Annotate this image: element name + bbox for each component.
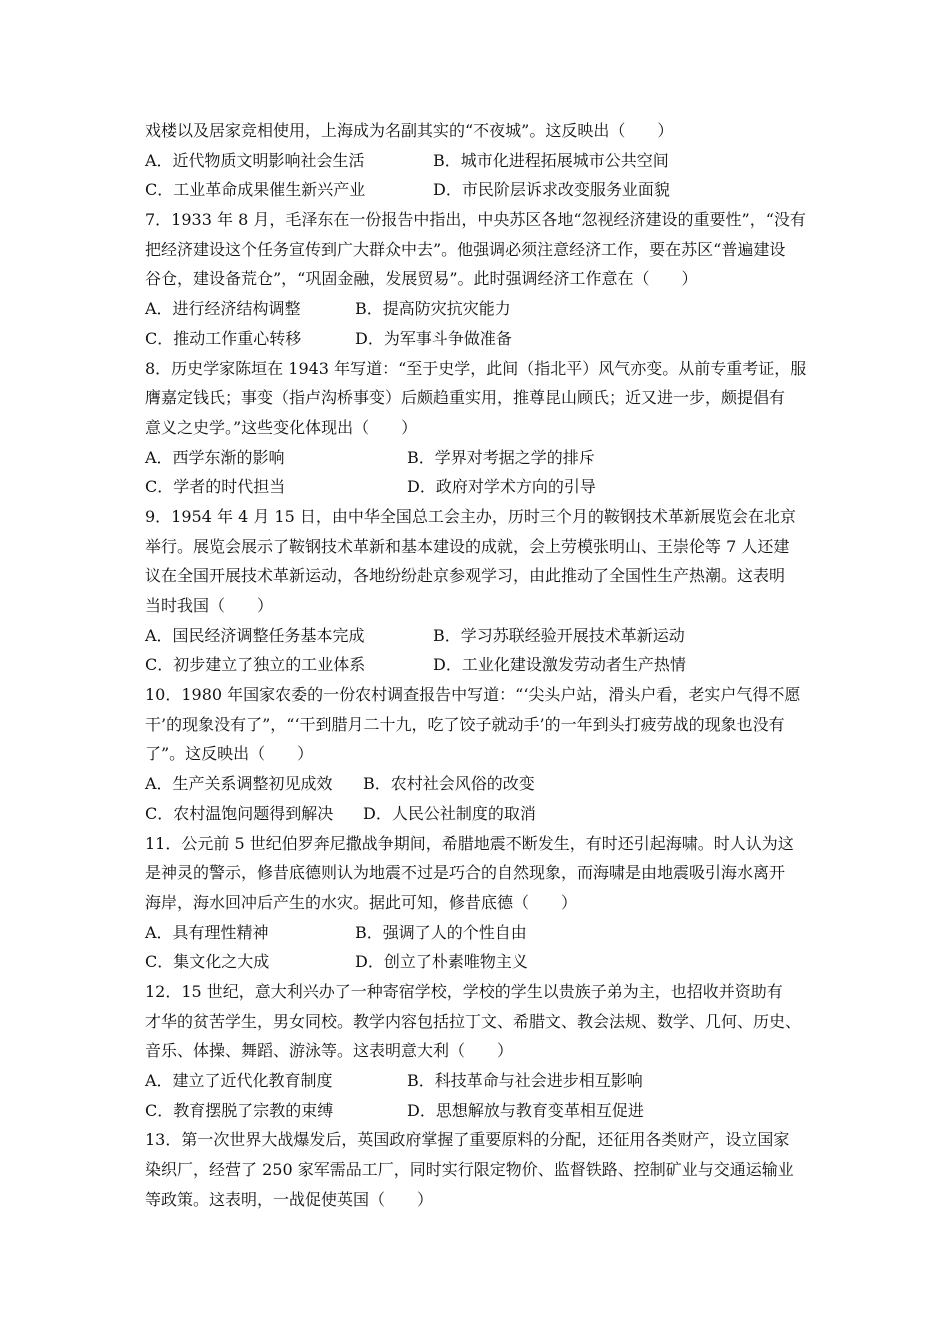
q8-options-row2: [145, 472, 809, 502]
q11-stem-line1: 11．公元前 5 世纪伯罗奔尼撒战争期间，希腊地震不断发生，有时还引起海啸。时人认为这: [145, 833, 794, 853]
q7-option-a[interactable]: A．进行经济结构调整: [145, 299, 301, 319]
q8-option-c[interactable]: C．学者的时代担当: [145, 477, 286, 497]
q13-stem-line1: 13．第一次世界大战爆发后，英国政府掌握了重要原料的分配，还征用各类财产，设立国家: [145, 1130, 790, 1150]
q11-option-b[interactable]: B．强调了人的个性自由: [355, 922, 527, 942]
q7-stem-line3: 谷仓，建设备荒仓”，“巩固金融，发展贸易”。此时强调经济工作意在（ ）: [145, 269, 698, 289]
q11-option-c[interactable]: C．集文化之大成: [145, 952, 270, 972]
q7-stem-line1: 7．1933 年 8 月，毛泽东在一份报告中指出，中央苏区各地“忽视经济建设的重要性”，“没有: [145, 210, 806, 230]
q12-stem-line1: 12．15 世纪，意大利兴办了一种寄宿学校，学校的学生以贵族子弟为主，也招收并资助有: [145, 981, 783, 1001]
q6-stem-tail: 戏楼以及居家竞相使用，上海成为名副其实的“不夜城”。这反映出（ ）: [145, 121, 674, 140]
q9-options-row2: [145, 650, 809, 680]
q6-option-d[interactable]: D．市民阶层诉求改变服务业面貌: [433, 180, 670, 200]
exam-page: [145, 116, 809, 1214]
q12-option-d[interactable]: D．思想解放与教育变革相互促进: [407, 1100, 644, 1120]
q7-stem-line2: 把经济建设这个任务宣传到广大群众中去”。他强调必须注意经济工作，要在苏区“普遍建设: [145, 239, 786, 259]
q13-stem-line3: 等政策。这表明，一战促使英国（ ）: [145, 1189, 434, 1209]
q7-option-d[interactable]: D．为军事斗争做准备: [355, 328, 512, 348]
q11-option-d[interactable]: D．创立了朴素唯物主义: [355, 952, 528, 972]
q10-stem-line1: 10．1980 年国家农委的一份农村调查报告中写道：“‘尖头户站，滑头户看，老实户气得不愿: [145, 685, 801, 705]
q9-option-b[interactable]: B．学习苏联经验开展技术革新运动: [433, 625, 685, 645]
q13-stem-line2: 染织厂，经营了 250 家军需品工厂，同时实行限定物价、监督铁路、控制矿业与交通运输业: [145, 1160, 794, 1180]
q11-options-row2: [145, 947, 809, 977]
q10-options-row2: [145, 799, 809, 829]
q9-option-c[interactable]: C．初步建立了独立的工业体系: [145, 655, 366, 675]
q8-stem-line1: 8．历史学家陈垣在 1943 年写道：“至于史学，此间（指北平）风气亦变。从前专重考证，服: [145, 358, 807, 378]
q9-stem-line1: 9．1954 年 4 月 15 日，由中华全国总工会主办，历时三个月的鞍钢技术革新展览会在北京: [145, 506, 796, 526]
q9-options-row1: [145, 621, 809, 651]
q10-option-d[interactable]: D．人民公社制度的取消: [363, 803, 536, 823]
q9-stem-line4: 当时我国（ ）: [145, 596, 274, 615]
q10-stem-line3: 了”。这反映出（ ）: [145, 744, 314, 764]
q7-option-c[interactable]: C．推动工作重心转移: [145, 328, 302, 348]
q6-options-row2: [145, 175, 809, 205]
q9-option-d[interactable]: D．工业化建设激发劳动者生产热情: [433, 655, 686, 675]
q8-options-row1: [145, 443, 809, 473]
q8-option-d[interactable]: D．政府对学术方向的引导: [407, 477, 596, 497]
q7-option-b[interactable]: B．提高防灾抗灾能力: [355, 299, 511, 319]
q11-stem-line2: 是神灵的警示，修昔底德则认为地震不过是巧合的自然现象，而海啸是由地震吸引海水离开: [145, 863, 786, 883]
q6-options-row1: [145, 146, 809, 176]
q8-option-b[interactable]: B．学界对考据之学的排斥: [407, 447, 595, 467]
q6-option-a[interactable]: A．近代物质文明影响社会生活: [145, 150, 365, 170]
q8-option-a[interactable]: A．西学东渐的影响: [145, 447, 285, 467]
q7-options-row2: [145, 324, 809, 354]
q9-stem-line2: 举行。展览会展示了鞍钢技术革新和基本建设的成就，会上劳模张明山、王崇伦等 7 人还建: [145, 536, 790, 556]
q8-stem-line3: 意义之史学。”这些变化体现出（ ）: [145, 417, 418, 437]
q9-option-a[interactable]: A．国民经济调整任务基本完成: [145, 625, 365, 645]
q6-option-b[interactable]: B．城市化进程拓展城市公共空间: [433, 150, 669, 170]
q12-option-c[interactable]: C．教育摆脱了宗教的束缚: [145, 1100, 334, 1120]
q10-options-row1: [145, 769, 809, 799]
q8-stem-line2: 膺嘉定钱氏；事变（指卢沟桥事变）后颇趋重实用，推尊昆山顾氏；近又进一步，颇提倡有: [145, 388, 786, 408]
q12-option-a[interactable]: A．建立了近代化教育制度: [145, 1071, 333, 1090]
q10-stem-line2: 干’的现象没有了”，“‘干到腊月二十九，吃了饺子就动手’的一年到头打疲劳战的现象也没有: [145, 714, 785, 734]
q10-option-b[interactable]: B．农村社会风俗的改变: [363, 774, 535, 794]
q12-stem-line2: 才华的贫苦学生，男女同校。教学内容包括拉丁文、希腊文、教会法规、数学、几何、历史、: [145, 1011, 802, 1031]
q6-option-c[interactable]: C．工业革命成果催生新兴产业: [145, 180, 366, 200]
q12-options-row1: [145, 1066, 809, 1096]
q12-stem-line3: 音乐、体操、舞蹈、游泳等。这表明意大利（ ）: [145, 1041, 514, 1061]
q9-stem-line3: 议在全国开展技术革新运动，各地纷纷赴京参观学习，由此推动了全国性生产热潮。这表明: [145, 566, 786, 586]
q12-option-b[interactable]: B．科技革命与社会进步相互影响: [407, 1071, 643, 1090]
q11-option-a[interactable]: A．具有理性精神: [145, 922, 269, 942]
q10-option-a[interactable]: A．生产关系调整初见成效: [145, 774, 333, 794]
q7-options-row1: [145, 294, 809, 324]
q11-options-row1: [145, 918, 809, 948]
q12-options-row2: [145, 1096, 809, 1126]
q10-option-c[interactable]: C．农村温饱问题得到解决: [145, 803, 334, 823]
q11-stem-line3: 海岸，海水回冲后产生的水灾。据此可知，修昔底德（ ）: [145, 892, 578, 912]
